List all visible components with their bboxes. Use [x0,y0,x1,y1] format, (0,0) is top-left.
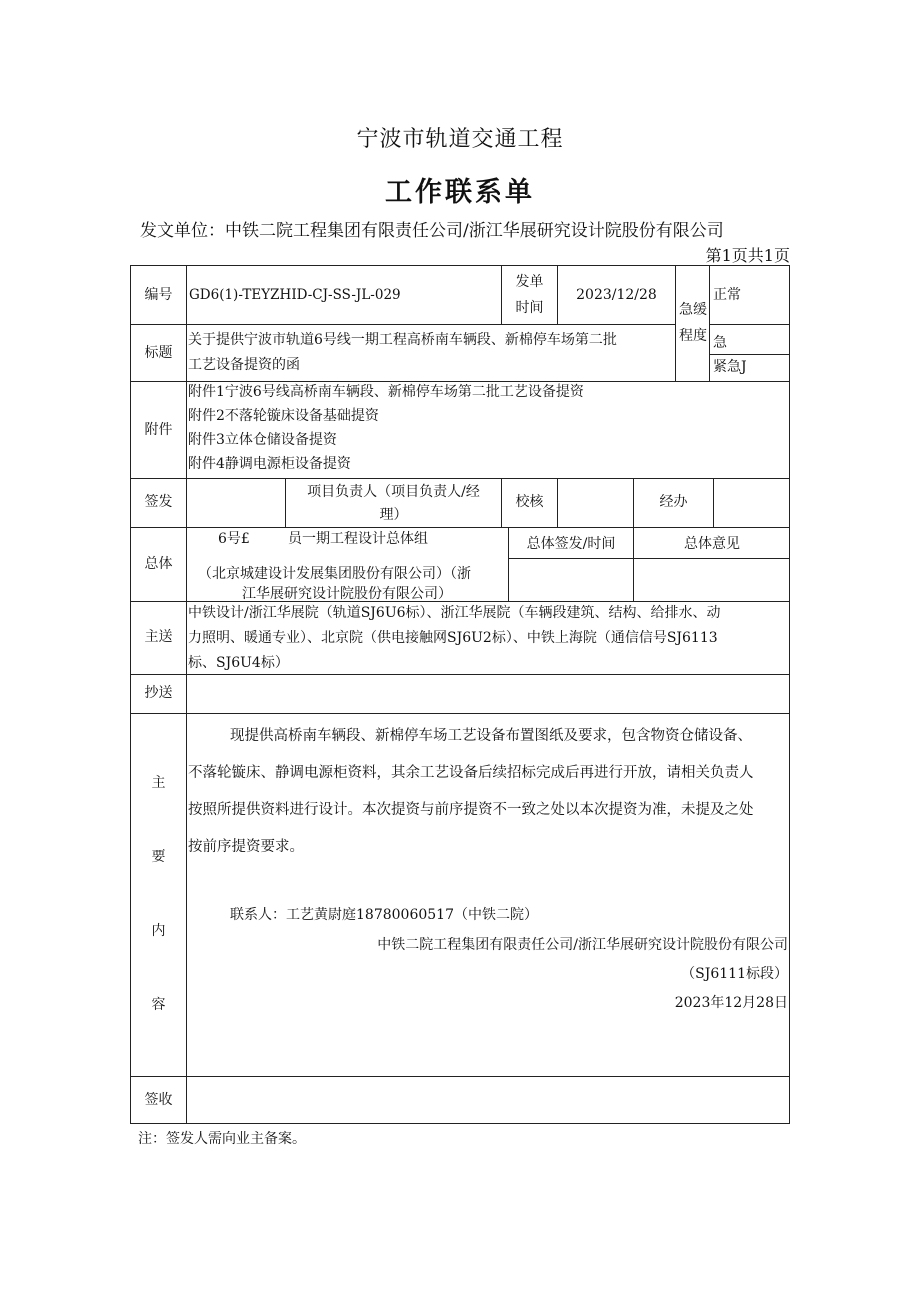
document-title: 工作联系单 [385,177,535,208]
attachments-label: 附件 [144,422,173,438]
urgency-urgent: 急 [713,335,727,351]
number-label: 编号 [144,287,173,303]
content-label-char: 要 [151,849,166,865]
content-label-char: 容 [151,997,166,1013]
subject-line-2: 工艺设备提资的函 [188,357,300,373]
overall-group-prefix: 6号£ [218,531,250,547]
row-divider [709,324,790,325]
table-border-bottom [130,1123,790,1124]
signature-date: 2023年12月28日 [674,995,788,1011]
urgency-normal: 正常 [713,287,741,303]
row-divider [130,324,675,325]
content-label-char: 主 [151,775,166,791]
project-title: 宁波市轨道交通工程 [356,127,564,152]
attachment-item: 附件4静调电源柜设备提资 [188,456,351,472]
handler-label: 经办 [659,494,688,510]
row-divider [130,478,790,479]
main-send-label: 主送 [144,629,173,645]
attachment-item: 附件2不落轮镟床设备基础提资 [188,408,379,424]
pm-label-2: 理） [379,507,408,523]
review-label: 校核 [515,494,544,510]
main-send-line: 中铁设计/浙江华展院（轨道SJ6U6标）、浙江华展院（车辆段建筑、结构、给排水、动 [188,605,721,621]
overall-label: 总体 [144,556,173,572]
content-paragraph-line: 按照所提供资料进行设计。本次提资与前序提资不一致之处以本次提资为准，未提及之处 [188,802,754,818]
urgency-label-2: 程度 [679,328,707,344]
attachment-item: 附件3立体仓储设备提资 [188,432,337,448]
overall-sign-label: 总体签发/时间 [526,536,616,552]
subject-label: 标题 [144,345,173,361]
row-divider [508,558,790,559]
send-date-label-1: 发单 [515,274,544,290]
sender-name: 中铁二院工程集团有限责任公司/浙江华展研究设计院股份有限公司 [225,221,724,241]
overall-opinion-label: 总体意见 [684,536,740,552]
row-divider [130,1076,790,1077]
signature-section: （SJ6111标段） [681,966,788,982]
cc-label: 抄送 [144,685,173,701]
col-divider [713,478,714,527]
content-paragraph-line: 按前序提资要求。 [188,839,304,855]
footer-note: 注：签发人需向业主备案。 [138,1131,306,1147]
table-border-right [789,265,790,1123]
attachment-item: 附件1宁波6号线高桥南车辆段、新棉停车场第二批工艺设备提资 [188,384,584,400]
label-column-divider [186,265,187,1123]
urgency-label-1: 急缓 [679,302,707,318]
contact-line: 联系人：工艺黄尉庭18780060517（中铁二院） [230,907,538,923]
page-info: 第1页共1页 [705,246,790,265]
col-divider [557,478,558,527]
overall-group-name: 员一期工程设计总体组 [288,531,428,547]
col-divider [675,265,676,381]
content-paragraph-line: 现提供高桥南车辆段、新棉停车场工艺设备布置图纸及要求，包含物资仓储设备、 [230,728,752,744]
sender-label: 发文单位： [140,221,225,241]
content-label-char: 内 [151,923,166,939]
send-date-value: 2023/12/28 [576,287,657,303]
signature-company: 中铁二院工程集团有限责任公司/浙江华展研究设计院股份有限公司 [377,937,788,953]
table-border-top [130,265,790,266]
overall-org-1: （北京城建设计发展集团股份有限公司）（浙 [198,566,471,582]
content-paragraph-line: 不落轮镟床、静调电源柜资料，其余工艺设备后续招标完成后再进行开放，请相关负责人 [188,765,754,781]
send-date-label-2: 时间 [515,300,544,316]
sign-label: 签发 [144,494,173,510]
sender-line [140,216,724,241]
col-divider [709,265,710,381]
pm-label-1: 项目负责人（项目负责人/经 [307,484,480,500]
subject-line-1: 关于提供宁波市轨道6号线一期工程高桥南车辆段、新棉停车场第二批 [188,332,617,348]
overall-org-2: 江华展研究设计院股份有限公司） [242,586,452,601]
main-send-line: 标、SJ6U4标） [188,655,289,671]
main-send-line: 力照明、暖通专业）、北京院（供电接触网SJ6U2标）、中铁上海院（通信信号SJ6113 [188,630,718,646]
urgency-very-urgent: 紧急J [713,359,747,375]
receipt-label: 签收 [144,1092,173,1108]
number-value: GD6(1)-TEYZHID-CJ-SS-JL-029 [189,287,401,303]
row-divider [130,713,790,714]
